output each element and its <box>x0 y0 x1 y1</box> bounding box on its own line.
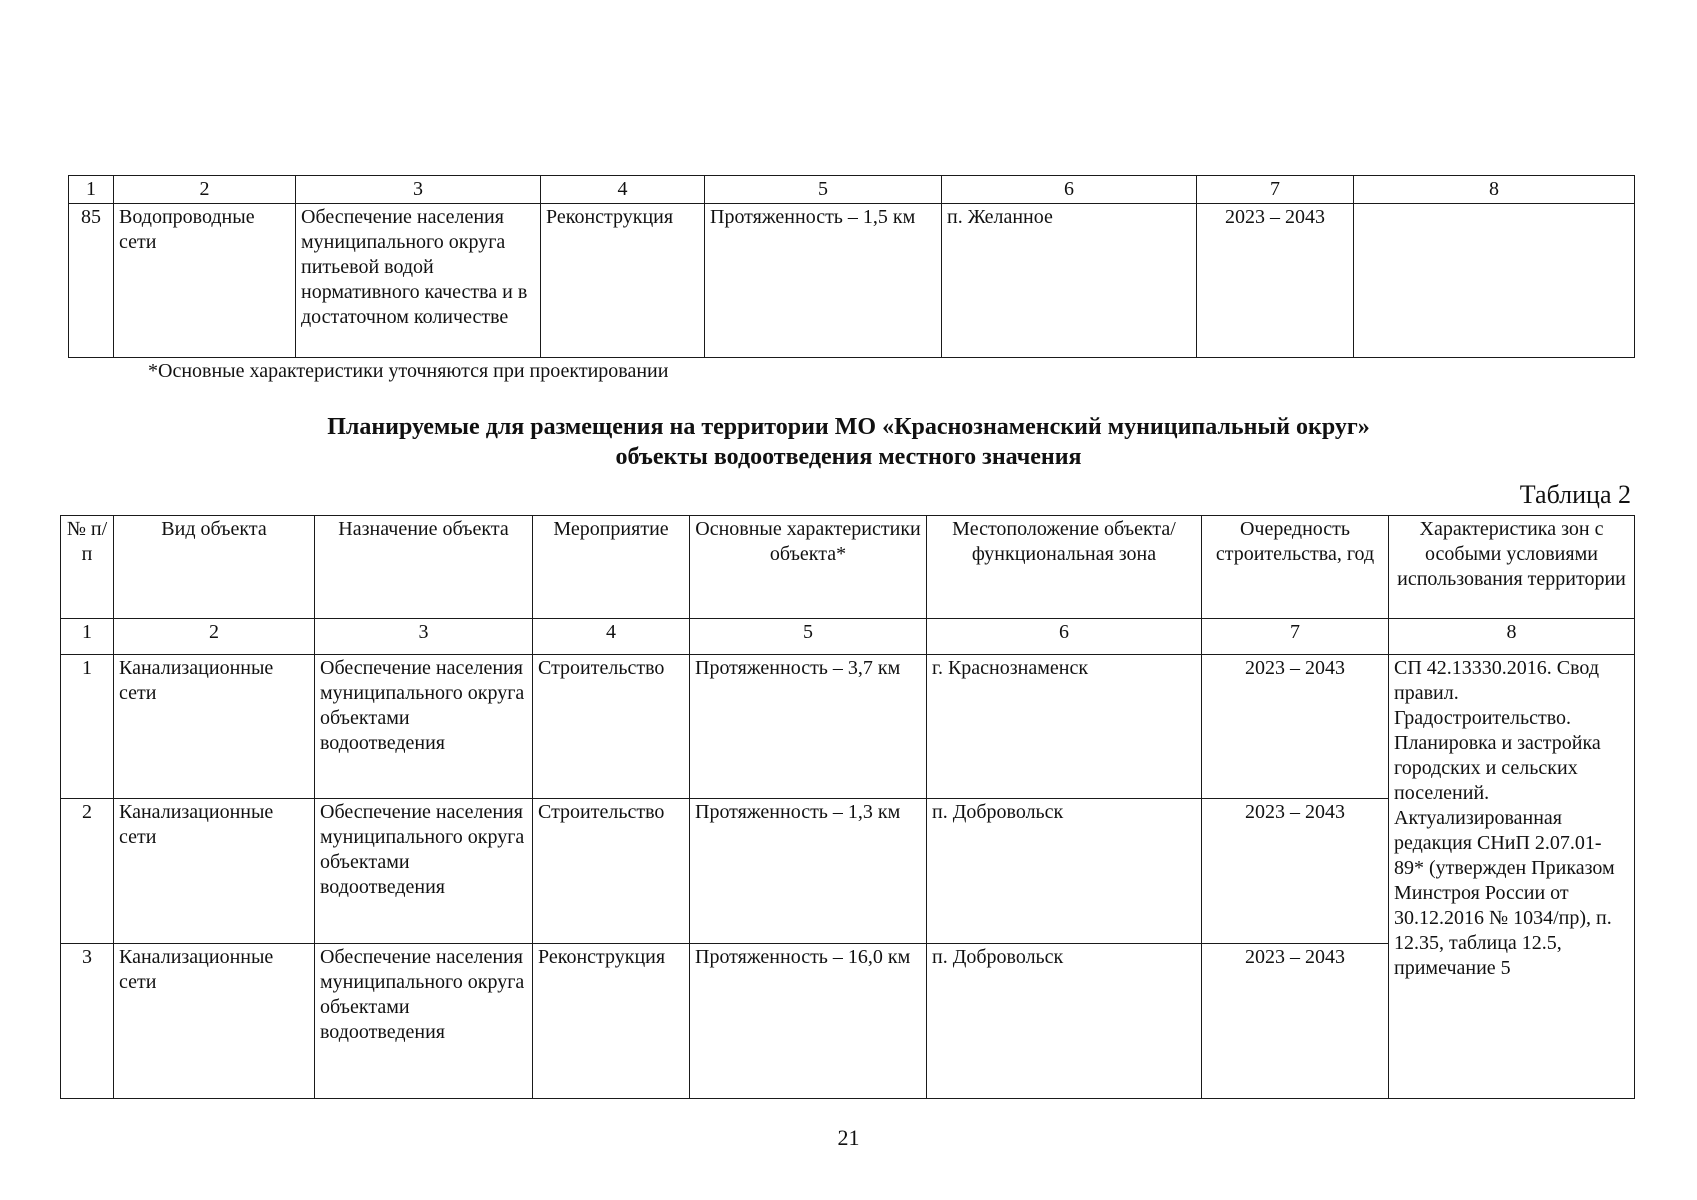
object-characteristics: Протяженность – 16,0 км <box>690 944 927 1099</box>
object-action: Строительство <box>533 655 690 799</box>
header-characteristics: Основные характеристики объекта* <box>690 516 927 619</box>
col-number: 5 <box>705 176 942 204</box>
col-number: 2 <box>114 176 296 204</box>
object-location: г. Краснознаменск <box>927 655 1202 799</box>
object-purpose: Обеспечение населения муниципального округа питьевой водой нормативного качества и в достаточном количестве <box>296 204 541 358</box>
row-number: 3 <box>61 944 114 1099</box>
object-characteristics: Протяженность – 1,3 км <box>690 799 927 944</box>
object-type: Канализационные сети <box>114 799 315 944</box>
col-number: 6 <box>942 176 1197 204</box>
object-characteristics: Протяженность – 3,7 км <box>690 655 927 799</box>
header-zones: Характеристика зон с особыми условиями использования территории <box>1389 516 1635 619</box>
column-number-row <box>61 619 1635 655</box>
col-number: 7 <box>1197 176 1354 204</box>
row-number: 2 <box>61 799 114 944</box>
object-purpose: Обеспечение населения муниципального округа объектами водоотведения <box>315 655 533 799</box>
object-characteristics: Протяженность – 1,5 км <box>705 204 942 358</box>
object-location: п. Добровольск <box>927 799 1202 944</box>
header-type: Вид объекта <box>114 516 315 619</box>
col-number: 8 <box>1354 176 1635 204</box>
construction-period: 2023 – 2043 <box>1202 944 1389 1099</box>
header-period: Очередность строительства, год <box>1202 516 1389 619</box>
col-number: 2 <box>114 619 315 655</box>
col-number: 4 <box>533 619 690 655</box>
col-number: 3 <box>315 619 533 655</box>
header-location: Местоположение объекта/ функциональная зона <box>927 516 1202 619</box>
water-supply-table <box>68 175 1635 358</box>
object-type: Канализационные сети <box>114 944 315 1099</box>
wastewater-table <box>60 515 1635 1099</box>
section-title-line-2: объекты водоотведения местного значения <box>615 444 1082 470</box>
table-label: Таблица 2 <box>1519 480 1631 509</box>
zone-characteristics <box>1354 204 1635 358</box>
col-number: 4 <box>541 176 705 204</box>
table-row <box>61 655 1635 799</box>
header-row <box>61 516 1635 619</box>
construction-period: 2023 – 2043 <box>1202 655 1389 799</box>
header-action: Мероприятие <box>533 516 690 619</box>
object-type: Водопроводные сети <box>114 204 296 358</box>
table-row <box>69 204 1635 358</box>
object-action: Реконструкция <box>541 204 705 358</box>
col-number: 3 <box>296 176 541 204</box>
object-purpose: Обеспечение населения муниципального округа объектами водоотведения <box>315 799 533 944</box>
col-number: 7 <box>1202 619 1389 655</box>
col-number: 8 <box>1389 619 1635 655</box>
construction-period: 2023 – 2043 <box>1202 799 1389 944</box>
zone-characteristics: СП 42.13330.2016. Свод правил. Градостроительство. Планировка и застройка городских и сельских поселений. Актуализированная редакция СНиП 2.07.01-89* (утвержден Приказом Минстроя России от 30.12.2016 № 1034/пр), п. 12.35, таблица 12.5, примечание 5 <box>1389 655 1635 1099</box>
section-title <box>0 412 1697 472</box>
object-location: п. Добровольск <box>927 944 1202 1099</box>
col-number: 1 <box>61 619 114 655</box>
object-type: Канализационные сети <box>114 655 315 799</box>
col-number: 5 <box>690 619 927 655</box>
col-number: 6 <box>927 619 1202 655</box>
footnote: *Основные характеристики уточняются при проектировании <box>148 360 669 382</box>
column-number-row <box>69 176 1635 204</box>
page-number: 21 <box>837 1125 860 1150</box>
object-purpose: Обеспечение населения муниципального округа объектами водоотведения <box>315 944 533 1099</box>
object-action: Реконструкция <box>533 944 690 1099</box>
construction-period: 2023 – 2043 <box>1197 204 1354 358</box>
row-number: 85 <box>69 204 114 358</box>
row-number: 1 <box>61 655 114 799</box>
header-num: № п/п <box>61 516 114 619</box>
header-purpose: Назначение объекта <box>315 516 533 619</box>
object-action: Строительство <box>533 799 690 944</box>
object-location: п. Желанное <box>942 204 1197 358</box>
section-title-line-1: Планируемые для размещения на территории МО «Краснознаменский муниципальный округ» <box>327 414 1370 440</box>
col-number: 1 <box>69 176 114 204</box>
